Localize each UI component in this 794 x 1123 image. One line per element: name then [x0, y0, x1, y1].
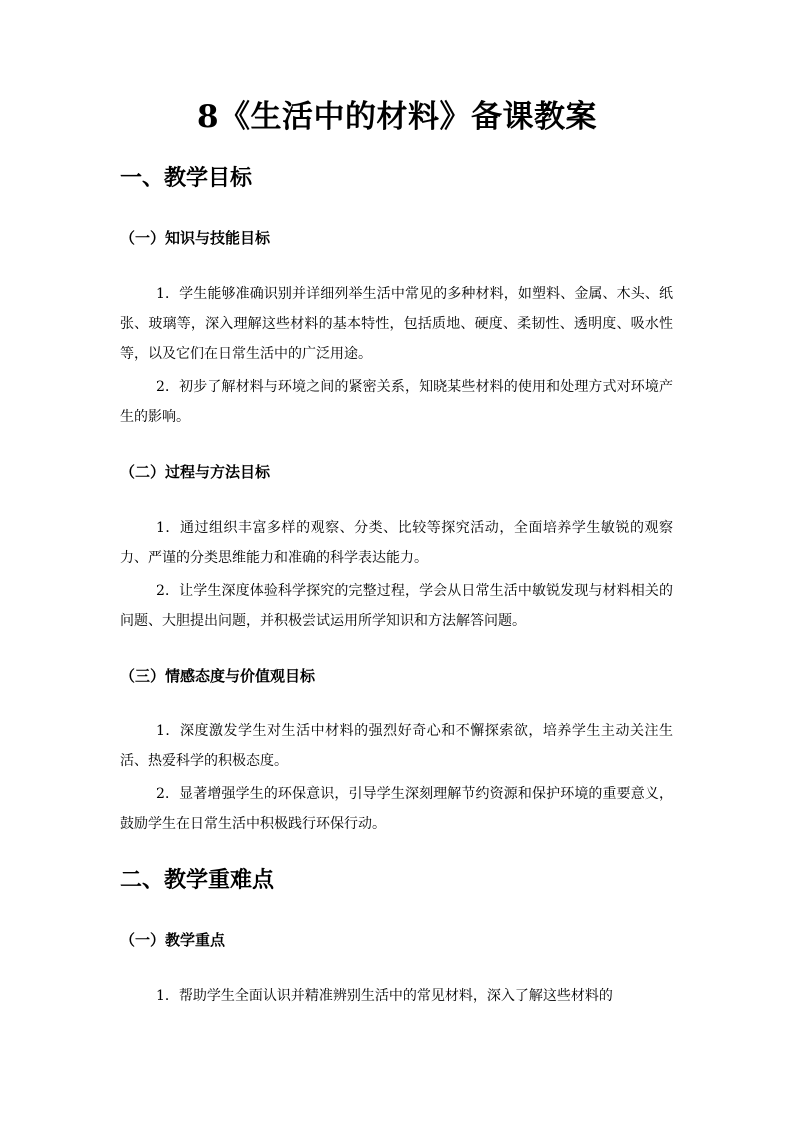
subsection-heading-knowledge-skills: （一）知识与技能目标 [120, 229, 271, 247]
subsection-heading-process-methods: （二）过程与方法目标 [120, 463, 271, 481]
paragraph: 1．深度激发学生对生活中材料的强烈好奇心和不懈探索欲，培养学生主动关注生活、热爱科学的积极态度。 [120, 723, 673, 769]
section-heading-teaching-objectives: 一、教学目标 [120, 165, 253, 191]
section-heading-key-difficult-points: 二、教学重难点 [120, 867, 275, 893]
paragraph: 1．帮助学生全面认识并精准辨别生活中的常见材料，深入了解这些材料的 [156, 988, 613, 1004]
paragraph: 2．让学生深度体验科学探究的完整过程，学会从日常生活中敏锐发现与材料相关的问题、大胆提出问题，并积极尝试运用所学知识和方法解答问题。 [120, 583, 673, 629]
paragraph: 1．通过组织丰富多样的观察、分类、比较等探究活动，全面培养学生敏锐的观察力、严谨的分类思维能力和准确的科学表达能力。 [120, 520, 673, 566]
subsection-heading-emotional-values: （三）情感态度与价值观目标 [120, 667, 316, 685]
paragraph: 2．显著增强学生的环保意识，引导学生深刻理解节约资源和保护环境的重要意义，鼓励学生在日常生活中积极践行环保行动。 [120, 786, 673, 832]
paragraph: 1．学生能够准确识别并详细列举生活中常见的多种材料，如塑料、金属、木头、纸张、玻璃等，深入理解这些材料的基本特性，包括质地、硬度、柔韧性、透明度、吸水性等，以及它们在日常生活中的广泛用途。 [120, 286, 673, 362]
document-title: 8《生活中的材料》备课教案 [196, 99, 598, 135]
subsection-heading-teaching-focus: （一）教学重点 [120, 931, 226, 949]
paragraph: 2．初步了解材料与环境之间的紧密关系，知晓某些材料的使用和处理方式对环境产生的影响。 [120, 379, 673, 425]
